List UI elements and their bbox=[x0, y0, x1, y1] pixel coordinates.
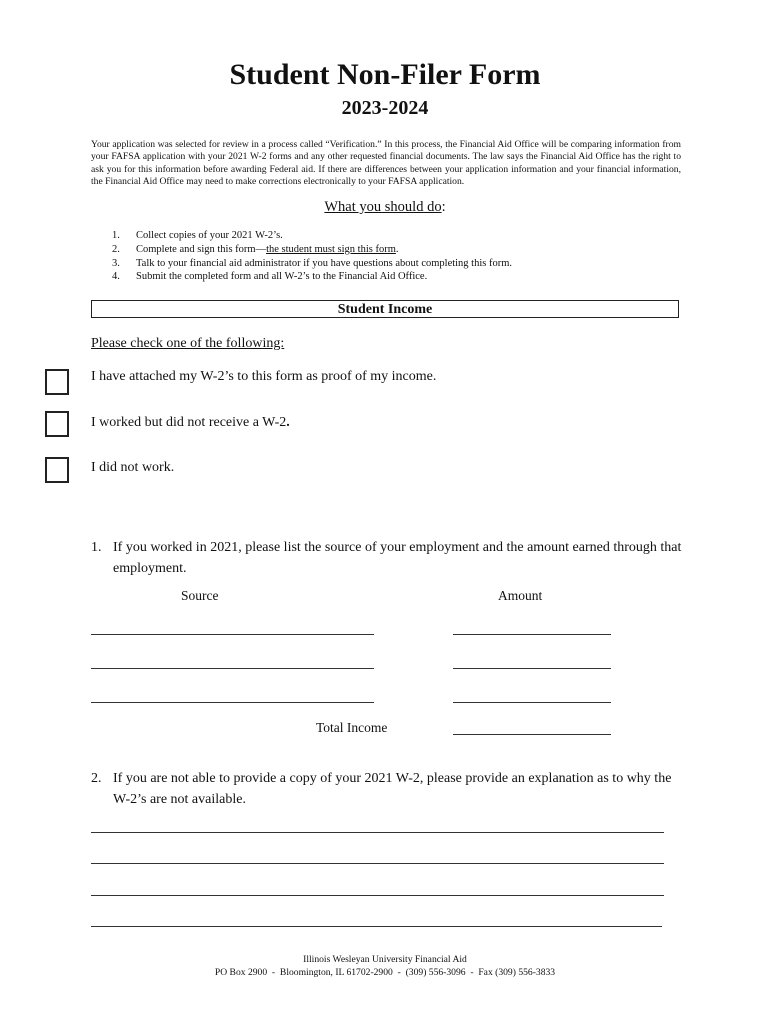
instructions-heading-text: What you should do bbox=[324, 199, 442, 215]
no-w2-checkbox[interactable] bbox=[45, 411, 69, 437]
attached-w2-checkbox[interactable] bbox=[45, 369, 69, 395]
source-line-3[interactable] bbox=[91, 702, 374, 703]
explanation-line-2[interactable] bbox=[91, 863, 664, 864]
instructions-list bbox=[112, 229, 512, 284]
question-2-number: 2. bbox=[91, 771, 102, 786]
question-1 bbox=[91, 537, 691, 579]
question-2 bbox=[91, 768, 691, 810]
amount-line-3[interactable] bbox=[453, 702, 611, 703]
step-number: 3. bbox=[112, 257, 120, 269]
did-not-work-label: I did not work. bbox=[91, 460, 175, 475]
question-2-text: If you are not able to provide a copy of your 2021 W-2, please provide an explanation as to why the W-2’s are not available. bbox=[113, 771, 672, 807]
no-w2-label-text: I worked but did not receive a W-2 bbox=[91, 415, 287, 430]
did-not-work-checkbox[interactable] bbox=[45, 457, 69, 483]
instruction-step bbox=[112, 243, 512, 257]
step-number: 1. bbox=[112, 230, 120, 241]
step-text: Talk to your financial aid administrator if you have questions about completing this form. bbox=[136, 257, 513, 269]
step-text-underlined: the student must sign this form bbox=[266, 243, 396, 255]
footer-contact: PO Box 2900 - Bloomington, IL 61702-2900 - (309) 556-3096 - Fax (309) 556-3833 bbox=[214, 967, 556, 978]
source-column-header: Source bbox=[181, 588, 219, 603]
question-1-number: 1. bbox=[91, 540, 102, 555]
footer-office: Illinois Wesleyan University Financial Aid bbox=[303, 954, 467, 965]
attached-w2-label: I have attached my W-2’s to this form as proof of my income. bbox=[91, 369, 437, 384]
source-line-2[interactable] bbox=[91, 668, 374, 669]
form-year: 2023-2024 bbox=[341, 97, 429, 119]
intro-paragraph: Your application was selected for review in a process called “Verification.” In this process, the Financial Aid Office will be comparing information from your FAFSA application with your 2021 W-2 forms and any other requested financial documents. The law says the Financial Aid Office has the right to ask you for this information before awarding Federal aid. If there are differences between your application information and your financial information, the Financial Aid Office may need to make corrections electronically to your FAFSA application. bbox=[91, 139, 681, 188]
explanation-line-1[interactable] bbox=[91, 832, 664, 833]
step-number: 4. bbox=[112, 271, 120, 283]
explanation-line-4[interactable] bbox=[91, 926, 662, 927]
step-text bbox=[136, 243, 399, 257]
total-income-line[interactable] bbox=[453, 734, 611, 735]
explanation-line-3[interactable] bbox=[91, 895, 664, 896]
total-income-label: Total Income bbox=[316, 720, 388, 735]
step-text: Collect copies of your 2021 W-2’s. bbox=[136, 230, 283, 241]
instructions-heading bbox=[0, 199, 770, 216]
form-title: Student Non-Filer Form bbox=[229, 58, 541, 91]
no-w2-label bbox=[91, 415, 290, 431]
instruction-step bbox=[112, 270, 512, 284]
instruction-step bbox=[112, 257, 512, 271]
step-text: Submit the completed form and all W-2’s to the Financial Aid Office. bbox=[136, 271, 428, 283]
check-prompt: Please check one of the following: bbox=[91, 336, 285, 351]
source-line-1[interactable] bbox=[91, 634, 374, 635]
instruction-step bbox=[112, 229, 512, 243]
amount-line-1[interactable] bbox=[453, 634, 611, 635]
question-1-text: If you worked in 2021, please list the source of your employment and the amount earned through that employment. bbox=[113, 540, 682, 576]
step-text-before: Complete and sign this form— bbox=[136, 243, 267, 255]
amount-line-2[interactable] bbox=[453, 668, 611, 669]
student-income-section-header: Student Income bbox=[91, 300, 679, 318]
step-number: 2. bbox=[112, 243, 120, 255]
footer bbox=[0, 953, 770, 979]
amount-column-header: Amount bbox=[498, 588, 543, 603]
instructions-heading-colon: : bbox=[441, 199, 446, 215]
step-text-after: . bbox=[395, 243, 399, 255]
no-w2-label-period: . bbox=[286, 415, 290, 430]
